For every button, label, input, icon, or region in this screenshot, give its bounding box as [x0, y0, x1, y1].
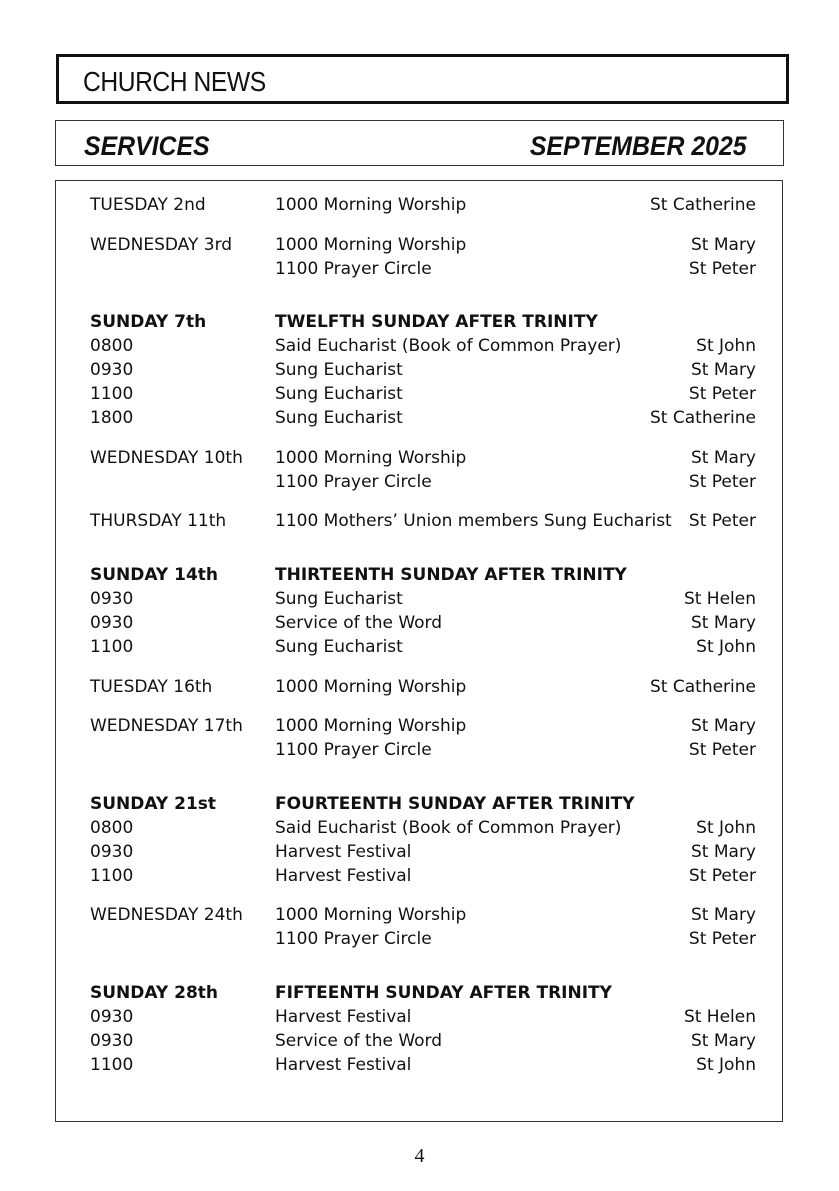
service-church: St Helen [683, 1007, 756, 1027]
service-day: SUNDAY 7th [90, 312, 207, 332]
service-church: St Helen [683, 589, 756, 609]
service-church: St Peter [688, 866, 756, 886]
service-event: 1100 Prayer Circle [275, 472, 432, 492]
service-event: Service of the Word [275, 1031, 443, 1051]
service-day: 1100 [90, 384, 134, 404]
service-row [56, 233, 782, 257]
header-title: CHURCH NEWS [83, 66, 266, 97]
service-church: St Mary [691, 448, 756, 468]
service-event: Service of the Word [275, 613, 443, 633]
service-day: 0930 [90, 613, 134, 633]
service-day: 1100 [90, 1055, 134, 1075]
service-church: St Peter [688, 472, 756, 492]
sunday-heading-row [56, 792, 782, 816]
service-church: St Peter [688, 259, 756, 279]
sunday-heading-row [56, 981, 782, 1005]
service-event: 1100 Prayer Circle [275, 929, 432, 949]
service-event: Sung Eucharist [275, 589, 403, 609]
service-event: 1000 Morning Worship [275, 195, 467, 215]
sunday-heading-row [56, 563, 782, 587]
service-row [56, 864, 782, 888]
service-row [56, 611, 782, 635]
service-day: WEDNESDAY 17th [90, 716, 243, 736]
service-church: St John [696, 336, 756, 356]
service-event: TWELFTH SUNDAY AFTER TRINITY [275, 312, 598, 332]
service-event: Sung Eucharist [275, 408, 403, 428]
service-row [56, 840, 782, 864]
service-event: 1000 Morning Worship [275, 448, 467, 468]
service-event: Harvest Festival [275, 866, 412, 886]
service-church: St Mary [691, 613, 756, 633]
service-day: 0930 [90, 589, 134, 609]
service-day: 1100 [90, 637, 134, 657]
service-row [56, 903, 782, 927]
service-event: 1000 Morning Worship [275, 905, 467, 925]
service-event: 1100 Mothers’ Union members Sung Eucharist [275, 511, 672, 531]
service-row [56, 334, 782, 358]
service-row [56, 635, 782, 659]
services-title: SERVICES [84, 131, 210, 161]
service-church: St Peter [688, 384, 756, 404]
service-event: Harvest Festival [275, 842, 412, 862]
service-day: TUESDAY 2nd [90, 195, 206, 215]
service-event: Said Eucharist (Book of Common Prayer) [275, 818, 622, 838]
service-day: THURSDAY 11th [90, 511, 227, 531]
service-day: 0800 [90, 818, 134, 838]
service-church: St Mary [691, 235, 756, 255]
service-row [56, 257, 782, 281]
service-event: FIFTEENTH SUNDAY AFTER TRINITY [275, 983, 612, 1003]
service-church: St Mary [691, 716, 756, 736]
service-row [56, 382, 782, 406]
service-event: Said Eucharist (Book of Common Prayer) [275, 336, 622, 356]
service-row [56, 193, 782, 217]
service-row [56, 1005, 782, 1029]
service-event: Harvest Festival [275, 1055, 412, 1075]
service-day: WEDNESDAY 24th [90, 905, 243, 925]
service-row [56, 587, 782, 611]
service-day: 0930 [90, 1007, 134, 1027]
service-day: 0930 [90, 1031, 134, 1051]
service-church: St Mary [691, 360, 756, 380]
service-day: SUNDAY 28th [90, 983, 219, 1003]
service-day: 1100 [90, 866, 134, 886]
service-row [56, 470, 782, 494]
service-day: WEDNESDAY 10th [90, 448, 243, 468]
services-banner [55, 120, 784, 166]
service-church: St Peter [688, 929, 756, 949]
service-church: St John [696, 637, 756, 657]
service-event: 1000 Morning Worship [275, 677, 467, 697]
services-schedule [55, 180, 783, 1122]
service-event: 1100 Prayer Circle [275, 740, 432, 760]
service-church: St Mary [691, 905, 756, 925]
service-row [56, 509, 782, 533]
service-day: 0800 [90, 336, 134, 356]
service-day: 0930 [90, 360, 134, 380]
service-row [56, 738, 782, 762]
service-day: TUESDAY 16th [90, 677, 213, 697]
sunday-heading-row [56, 310, 782, 334]
service-church: St Peter [688, 740, 756, 760]
service-event: THIRTEENTH SUNDAY AFTER TRINITY [275, 565, 627, 585]
page-number: 4 [414, 1145, 425, 1167]
service-row [56, 1029, 782, 1053]
service-church: St Mary [691, 1031, 756, 1051]
service-church: St Peter [688, 511, 756, 531]
service-row [56, 816, 782, 840]
service-church: St John [696, 818, 756, 838]
service-church: St Mary [691, 842, 756, 862]
service-church: St John [696, 1055, 756, 1075]
service-row [56, 927, 782, 951]
service-day: SUNDAY 21st [90, 794, 217, 814]
service-day: 1800 [90, 408, 134, 428]
service-day: 0930 [90, 842, 134, 862]
service-row [56, 406, 782, 430]
service-church: St Catherine [650, 408, 756, 428]
service-event: Sung Eucharist [275, 384, 403, 404]
service-event: 1000 Morning Worship [275, 716, 467, 736]
service-event: Harvest Festival [275, 1007, 412, 1027]
service-event: 1000 Morning Worship [275, 235, 467, 255]
service-row [56, 1053, 782, 1077]
service-event: Sung Eucharist [275, 637, 403, 657]
service-church: St Catherine [650, 195, 756, 215]
service-row [56, 675, 782, 699]
service-event: 1100 Prayer Circle [275, 259, 432, 279]
month-title: SEPTEMBER 2025 [530, 131, 747, 161]
service-day: WEDNESDAY 3rd [90, 235, 233, 255]
church-news-header [56, 54, 789, 104]
service-church: St Catherine [650, 677, 756, 697]
service-day: SUNDAY 14th [90, 565, 219, 585]
service-event: FOURTEENTH SUNDAY AFTER TRINITY [275, 794, 635, 814]
service-event: Sung Eucharist [275, 360, 403, 380]
service-row [56, 714, 782, 738]
service-row [56, 446, 782, 470]
service-row [56, 358, 782, 382]
